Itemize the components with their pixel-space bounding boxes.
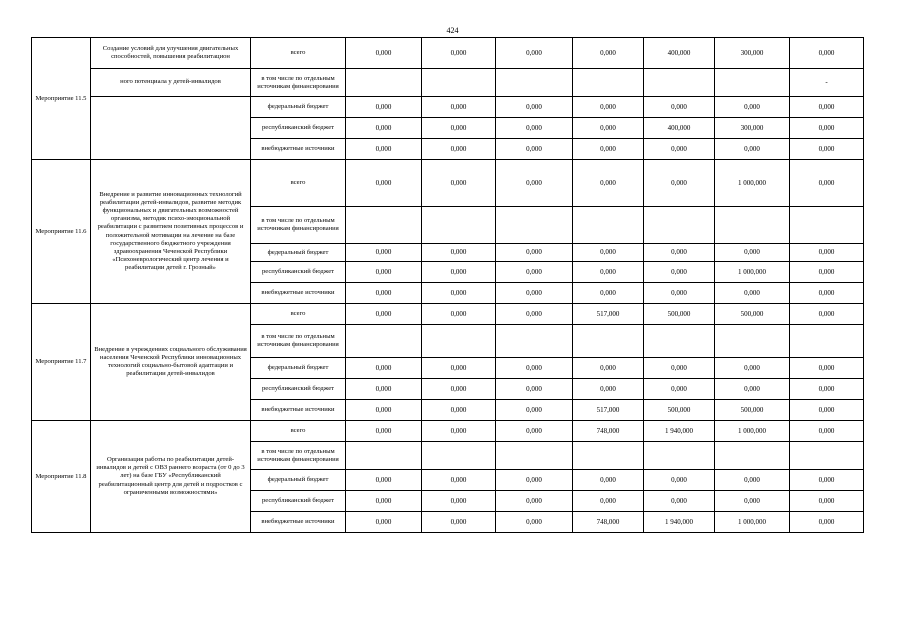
amount-cell: 0,000 (573, 470, 644, 491)
amount-cell: 0,000 (715, 358, 790, 379)
measure-description: Организация работы по реабилитации детей-инвалидов и детей с ОВЗ раннего возраста (от 0 до 3 лет) на базе ГБУ «Республиканский реабилитационный центр для детей и подростков с ограниченными возможностями» (91, 421, 251, 533)
amount-cell (790, 207, 864, 244)
amount-cell (644, 325, 715, 358)
amount-cell (422, 442, 496, 470)
amount-cell: 0,000 (496, 491, 573, 512)
funding-source-label: всего (251, 304, 346, 325)
amount-cell: 0,000 (573, 118, 644, 139)
amount-cell: 0,000 (790, 304, 864, 325)
funding-source-label: всего (251, 38, 346, 69)
funding-table (31, 37, 864, 533)
table-row (32, 160, 864, 207)
amount-cell: 400,000 (644, 118, 715, 139)
amount-cell (422, 207, 496, 244)
table-row (32, 421, 864, 442)
amount-cell: 0,000 (573, 379, 644, 400)
amount-cell: 0,000 (346, 244, 422, 262)
amount-cell: 0,000 (422, 160, 496, 207)
amount-cell: 400,000 (644, 38, 715, 69)
amount-cell: 0,000 (790, 139, 864, 160)
funding-source-label: внебюджетные источники (251, 400, 346, 421)
amount-cell: 0,000 (790, 358, 864, 379)
amount-cell: 0,000 (422, 379, 496, 400)
amount-cell: 0,000 (790, 262, 864, 283)
amount-cell: 0,000 (715, 491, 790, 512)
amount-cell: 0,000 (790, 244, 864, 262)
amount-cell: 1 000,000 (715, 421, 790, 442)
amount-cell: 1 940,000 (644, 512, 715, 533)
amount-cell: 0,000 (346, 283, 422, 304)
amount-cell (496, 69, 573, 97)
amount-cell: 0,000 (715, 470, 790, 491)
amount-cell (715, 442, 790, 470)
amount-cell: 0,000 (644, 160, 715, 207)
amount-cell: 0,000 (790, 512, 864, 533)
amount-cell (573, 442, 644, 470)
amount-cell: 0,000 (573, 97, 644, 118)
amount-cell: 0,000 (644, 244, 715, 262)
amount-cell: 0,000 (422, 304, 496, 325)
amount-cell: 517,000 (573, 400, 644, 421)
measure-description: ного потенциала у детей-инвалидов (91, 69, 251, 97)
table-row (32, 304, 864, 325)
amount-cell: 0,000 (496, 38, 573, 69)
amount-cell: - (790, 69, 864, 97)
amount-cell: 0,000 (346, 262, 422, 283)
amount-cell: 0,000 (496, 470, 573, 491)
amount-cell (715, 69, 790, 97)
measure-id: Мероприятие 11.6 (32, 160, 91, 304)
amount-cell (346, 207, 422, 244)
amount-cell: 0,000 (644, 262, 715, 283)
amount-cell: 300,000 (715, 118, 790, 139)
amount-cell: 0,000 (644, 97, 715, 118)
amount-cell (790, 325, 864, 358)
amount-cell (573, 325, 644, 358)
amount-cell (346, 69, 422, 97)
amount-cell: 1 000,000 (715, 262, 790, 283)
amount-cell: 0,000 (346, 139, 422, 160)
funding-source-label: республиканский бюджет (251, 379, 346, 400)
amount-cell: 0,000 (644, 491, 715, 512)
measure-description: Внедрение и развитие инновационных технологий реабилитации детей-инвалидов, развитие методик функциональных и двигательных возможностей организма, методик психо-эмоциональной реабилитации с развитием позитивных процессов и положительной мотивации на лечение на базе государственного бюджетного учреждения здравоохранения Чеченской Республики «Психоневрологический центр лечения и реабилитации детей г. Грозный» (91, 160, 251, 304)
measure-id: Мероприятие 11.8 (32, 421, 91, 533)
amount-cell (644, 442, 715, 470)
amount-cell: 0,000 (422, 97, 496, 118)
amount-cell (496, 207, 573, 244)
amount-cell (496, 442, 573, 470)
amount-cell: 0,000 (644, 283, 715, 304)
funding-source-label: республиканский бюджет (251, 262, 346, 283)
amount-cell: 1 000,000 (715, 512, 790, 533)
amount-cell: 0,000 (790, 38, 864, 69)
amount-cell (573, 69, 644, 97)
amount-cell: 748,000 (573, 421, 644, 442)
amount-cell: 0,000 (644, 139, 715, 160)
amount-cell: 0,000 (346, 38, 422, 69)
funding-source-label: в том числе по отдельным источникам финансирования (251, 325, 346, 358)
amount-cell: 0,000 (496, 139, 573, 160)
amount-cell (644, 69, 715, 97)
table-row (32, 97, 864, 118)
amount-cell: 1 940,000 (644, 421, 715, 442)
amount-cell: 0,000 (422, 283, 496, 304)
amount-cell (573, 207, 644, 244)
funding-source-label: всего (251, 160, 346, 207)
measure-id: Мероприятие 11.5 (32, 38, 91, 160)
amount-cell (496, 325, 573, 358)
amount-cell: 0,000 (790, 470, 864, 491)
amount-cell: 0,000 (715, 379, 790, 400)
funding-source-label: в том числе по отдельным источникам финансирования (251, 207, 346, 244)
amount-cell: 0,000 (496, 304, 573, 325)
amount-cell: 0,000 (644, 358, 715, 379)
funding-source-label: республиканский бюджет (251, 118, 346, 139)
funding-source-label: в том числе по отдельным источникам финансирования (251, 69, 346, 97)
amount-cell: 0,000 (346, 421, 422, 442)
amount-cell: 0,000 (715, 244, 790, 262)
amount-cell (644, 207, 715, 244)
amount-cell: 0,000 (790, 160, 864, 207)
amount-cell: 0,000 (496, 283, 573, 304)
table-row (32, 38, 864, 69)
amount-cell: 517,000 (573, 304, 644, 325)
amount-cell (346, 325, 422, 358)
amount-cell (715, 325, 790, 358)
amount-cell: 0,000 (573, 262, 644, 283)
amount-cell: 500,000 (644, 400, 715, 421)
amount-cell (422, 69, 496, 97)
amount-cell: 0,000 (715, 139, 790, 160)
amount-cell: 0,000 (346, 97, 422, 118)
amount-cell: 0,000 (346, 470, 422, 491)
amount-cell: 0,000 (346, 491, 422, 512)
amount-cell: 0,000 (573, 244, 644, 262)
amount-cell: 0,000 (346, 512, 422, 533)
amount-cell: 1 000,000 (715, 160, 790, 207)
amount-cell: 0,000 (790, 379, 864, 400)
measure-description: Внедрение в учреждениях социального обслуживания населения Чеченской Республики инновационных технологий социально-бытовой адаптации и реабилитации детей-инвалидов (91, 304, 251, 421)
amount-cell: 0,000 (422, 400, 496, 421)
amount-cell: 0,000 (573, 283, 644, 304)
measure-description: Создание условий для улучшения двигательных способностей, повышения реабилитацион (91, 38, 251, 69)
amount-cell: 0,000 (496, 400, 573, 421)
amount-cell: 0,000 (496, 160, 573, 207)
amount-cell: 500,000 (715, 304, 790, 325)
amount-cell: 0,000 (346, 379, 422, 400)
amount-cell: 0,000 (422, 262, 496, 283)
funding-source-label: республиканский бюджет (251, 491, 346, 512)
page-number: 424 (446, 26, 459, 35)
amount-cell: 500,000 (715, 400, 790, 421)
amount-cell: 0,000 (422, 421, 496, 442)
amount-cell: 0,000 (496, 262, 573, 283)
amount-cell: 0,000 (644, 470, 715, 491)
amount-cell: 0,000 (422, 470, 496, 491)
amount-cell: 0,000 (346, 400, 422, 421)
amount-cell: 0,000 (496, 97, 573, 118)
amount-cell: 0,000 (346, 358, 422, 379)
amount-cell: 0,000 (496, 244, 573, 262)
amount-cell: 0,000 (573, 491, 644, 512)
funding-source-label: всего (251, 421, 346, 442)
amount-cell: 0,000 (346, 118, 422, 139)
funding-source-label: внебюджетные источники (251, 283, 346, 304)
amount-cell: 0,000 (496, 358, 573, 379)
amount-cell: 0,000 (573, 160, 644, 207)
amount-cell (790, 442, 864, 470)
amount-cell: 0,000 (790, 97, 864, 118)
amount-cell: 300,000 (715, 38, 790, 69)
funding-source-label: федеральный бюджет (251, 470, 346, 491)
funding-source-label: федеральный бюджет (251, 358, 346, 379)
measure-description (91, 97, 251, 160)
amount-cell: 0,000 (573, 358, 644, 379)
amount-cell: 0,000 (346, 304, 422, 325)
amount-cell: 0,000 (790, 400, 864, 421)
amount-cell: 0,000 (496, 118, 573, 139)
funding-source-label: внебюджетные источники (251, 512, 346, 533)
amount-cell: 0,000 (346, 160, 422, 207)
amount-cell: 0,000 (790, 421, 864, 442)
funding-source-label: федеральный бюджет (251, 97, 346, 118)
amount-cell: 0,000 (422, 38, 496, 69)
amount-cell: 0,000 (422, 244, 496, 262)
amount-cell (346, 442, 422, 470)
amount-cell: 0,000 (715, 97, 790, 118)
amount-cell: 0,000 (573, 38, 644, 69)
amount-cell: 0,000 (790, 283, 864, 304)
funding-source-label: федеральный бюджет (251, 244, 346, 262)
amount-cell (422, 325, 496, 358)
amount-cell: 0,000 (422, 358, 496, 379)
amount-cell: 0,000 (790, 118, 864, 139)
funding-source-label: внебюджетные источники (251, 139, 346, 160)
amount-cell: 500,000 (644, 304, 715, 325)
amount-cell: 0,000 (422, 512, 496, 533)
amount-cell: 748,000 (573, 512, 644, 533)
measure-id: Мероприятие 11.7 (32, 304, 91, 421)
amount-cell: 0,000 (644, 379, 715, 400)
amount-cell: 0,000 (422, 139, 496, 160)
table-row (32, 69, 864, 97)
amount-cell: 0,000 (573, 139, 644, 160)
amount-cell: 0,000 (496, 512, 573, 533)
amount-cell (715, 207, 790, 244)
amount-cell: 0,000 (422, 118, 496, 139)
amount-cell: 0,000 (422, 491, 496, 512)
amount-cell: 0,000 (496, 421, 573, 442)
amount-cell: 0,000 (715, 283, 790, 304)
amount-cell: 0,000 (790, 491, 864, 512)
amount-cell: 0,000 (496, 379, 573, 400)
funding-source-label: в том числе по отдельным источникам финансирования (251, 442, 346, 470)
